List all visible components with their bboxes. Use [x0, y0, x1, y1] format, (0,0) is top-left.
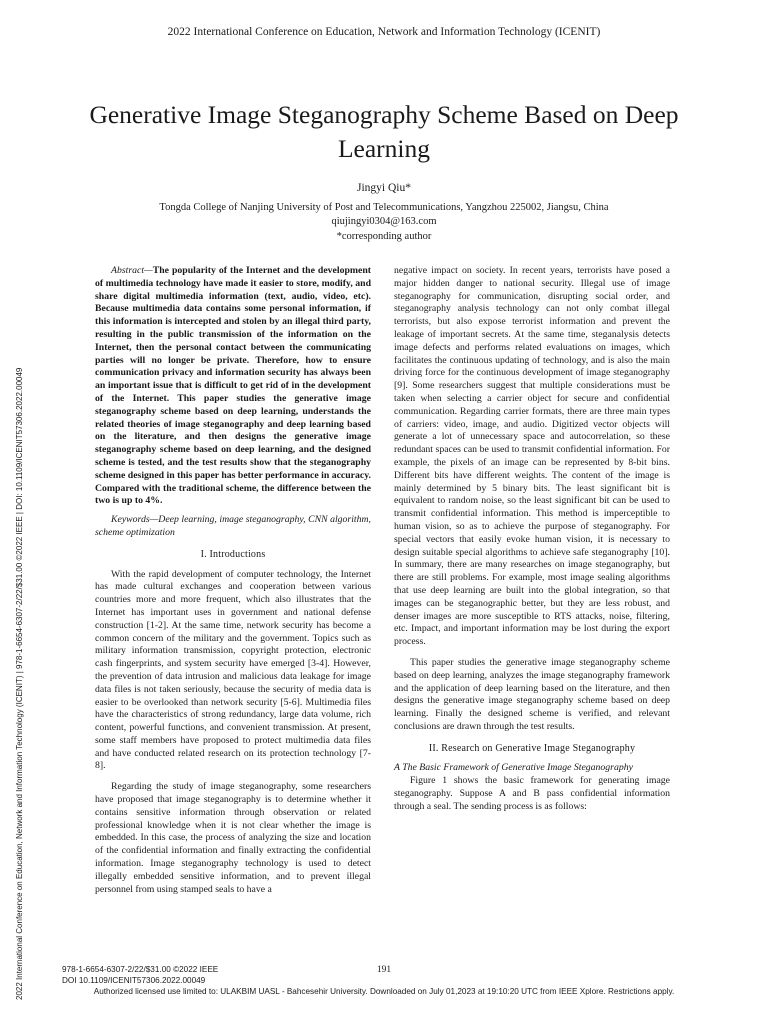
section-heading-introductions: I. Introductions [200, 548, 266, 560]
abstract-text: The popularity of the Internet and the development of multimedia technology have made it easier to store, modify, and share digital multimedia information (text, audio, video, etc). Because multimedia data contains some personal information, if this information is intercepted and stolen by an illegal third party, resulting in the public transmission of the information on the Internet, then the personal contact between the communicating parties will no longer be private. Therefore, how to ensure communication privacy and information security has always been an important issue that is difficult to get rid of in the development of the Internet. This paper studies the generative image steganography scheme based on deep learning, understands the related theories of image steganography and deep learning based on the literature, and then designs the generative image steganography scheme based on deep learning, and the designed scheme is tested, and the test results show that the steganography scheme designed in this paper has better performance in accuracy. Compared with the traditional scheme, the difference between the two is up to 4%. [95, 265, 371, 507]
right-column [394, 265, 670, 814]
author-email: qiujingyi0304@163.com [331, 216, 437, 228]
conference-header: 2022 International Conference on Education, Network and Information Technology (ICENIT) [167, 26, 601, 38]
affiliation: Tongda College of Nanjing University of Post and Telecommunications, Yangzhou 225002, Jiangsu, China [159, 202, 609, 213]
intro-paragraph-4: This paper studies the generative image steganography scheme based on deep learning, analyzes the image steganography framework and the application of deep learning based on the literature, and then designs the generative image steganography scheme based on deep learning. Finally the designed scheme is verified, and relevant conclusions are drawn through the test results. [394, 656, 670, 732]
section-heading-research: II. Research on Generative Image Steganography [428, 742, 636, 754]
section2-paragraph-1: Figure 1 shows the basic framework for generating image steganography. Suppose A and B pass confidential information through a seal. The sending process is as follows: [394, 775, 670, 812]
intro-paragraph-3: negative impact on society. In recent years, terrorists have posed a major hidden danger to national security. Illegal use of image steganography for communication, disrupting social order, and steganography analysis technology can not only combat illegal terrorists, but also expose terrorist information and prevent the leakage of important secrets. At the same time, steganalysis detects image defects and performs related evaluations on images, which facilitates the continuous updating of technology, and is also the main driving force for the continuous development of image steganography [9]. Some researchers suggest that multiple considerations must be taken when selecting a carrier object for secure and confidential communication. Regarding carrier formats, there are three main types of carriers: video, image, and audio. Digitized vector objects will generate a lot of unnecessary space and autocorrelation, so these redundant spaces can be used to transmit confidential information. For example, the pixels of an image can be represented by 8-bit bins. Different bits have different weights. The content of the image is mainly determined by 5 binary bits. The least significant bit is equivalent to random noise, so the least significant bit can be used to transmit confidential information. This method is imperceptible to human vision, so as to achieve the purpose of steganography. For special vectors that easily evoke human vision, it is necessary to design suitable special algorithms to achieve safe steganography [10]. In summary, there are many researches on image steganography, but there are still problems. For example, most image sealing algorithms that use deep learning are built into the global integration, so that images can be steganographic better, but they are less robust, and denser images are more susceptible to RTS attacks, noise, filtering, etc. Impact, and important information may be lost during the export process. [394, 265, 670, 648]
license-notice: Authorized licensed use limited to: ULAKBIM UASL - Bahcesehir University. Downloaded on July 01,2023 at 19:10:20 UTC from IEEE Xplore. Restrictions apply. [93, 987, 675, 996]
keywords: Keywords—Deep learning, image steganography, CNN algorithm, scheme optimization [95, 514, 371, 538]
page-number: 191 [376, 965, 392, 975]
doi-line: DOI 10.1109/ICENIT57306.2022.00049 [62, 975, 206, 985]
abstract-lead: Abstract— [111, 265, 153, 276]
abstract [95, 265, 371, 508]
affiliation-block [0, 201, 768, 244]
paper-title: Generative Image Steganography Scheme Based on Deep Learning [89, 100, 679, 163]
left-column [95, 265, 371, 896]
intro-paragraph-1: With the rapid development of computer technology, the Internet has made cultural exchanges and cooperation between various countries more and more frequent, which also illustrates that the Internet has important uses in government and national defense construction [1-2]. At the same time, network security has become a common concern of the military and the government. Topics such as military information transmission, copyright protection, electronic cash fingerprints, and system security have emerged [3-4]. However, the prevention of data intrusion and malicious data leakage for image data files is not taken seriously, because the security of media data is easier to be overlooked than network security [5-6]. Multimedia files have the characteristics of strong redundancy, large data volume, rich content, powerful functions, and convenient transmission. At present, some staff members have proposed to protect multimedia data files and have conducted related research on its protection technology [7-8]. [95, 568, 371, 772]
isbn-line: 978-1-6654-6307-2/22/$31.00 ©2022 IEEE [62, 965, 219, 974]
subsection-heading: A The Basic Framework of Generative Image Steganography [394, 762, 633, 774]
author-name: Jingyi Qiu* [357, 182, 411, 194]
corresponding-note: *corresponding author [336, 230, 432, 242]
intro-paragraph-2: Regarding the study of image steganography, some researchers have proposed that image steganography is to determine whether it contains sensitive information through observation or related professional knowledge when it is not clear whether the image is embedded. In this case, the process of analyzing the size and location of the confidential information and finally extracting the confidential information. Image steganography technology is used to detect illegally embedded sensitive information, and to prevent illegal personnel from using stamped seals to have a [95, 781, 371, 895]
doi-sidebar: 2022 International Conference on Education, Network and Information Technology (ICENIT) | 978-1-6654-6307-2/22/$31.00 ©2022 IEEE | DOI: 10.1109/ICENIT57306.2022.00049 [15, 367, 24, 1000]
